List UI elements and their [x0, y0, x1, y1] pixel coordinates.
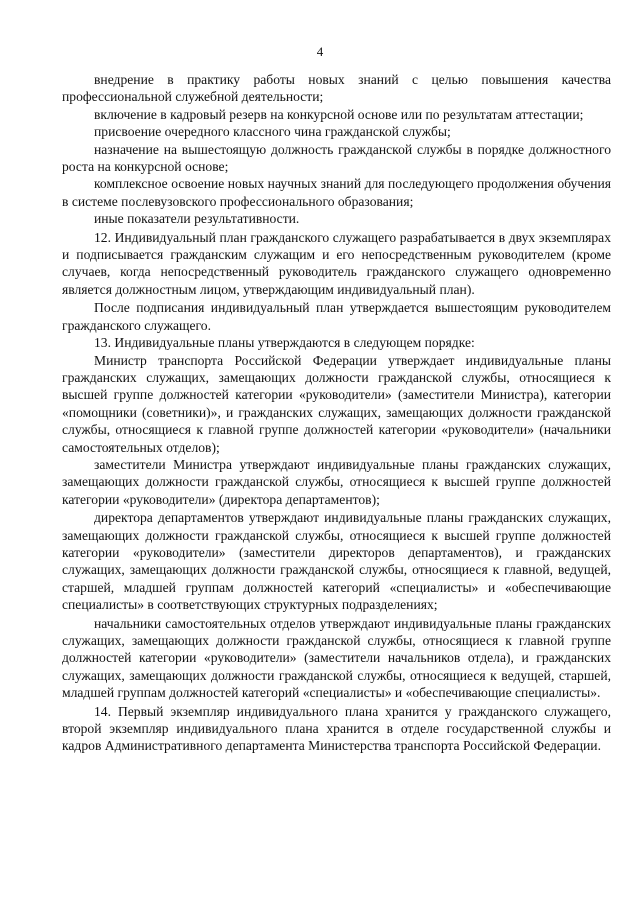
document-body	[62, 71, 611, 755]
paragraph: 14. Первый экземпляр индивидуального плана хранится у гражданского служащего, второй экземпляр индивидуального плана хранится в отделе государственной службы и кадров Административного департамента Министерства транспорта Российской Федерации.	[62, 703, 611, 754]
paragraph: внедрение в практику работы новых знаний с целью повышения качества профессиональной служебной деятельности;	[62, 72, 611, 105]
paragraph: Министр транспорта Российской Федерации утверждает индивидуальные планы гражданских служащих, замещающих должности гражданской службы, относящиеся к высшей группе должностей категории «руководители» (заместители Министра), категории «помощники (советники)», и гражданских служащих, замещающих должности гражданской службы, относящиеся к главной группе должностей категории «руководители» (начальники самостоятельных отделов);	[62, 352, 611, 455]
page-number: 4	[316, 44, 324, 59]
paragraph: директора департаментов утверждают индивидуальные планы гражданских служащих, замещающих должности гражданской службы, относящиеся к высшей группе должностей категории «руководители» (заместители директоров департаментов), и гражданских служащих, замещающих должности гражданской службы, относящиеся к главной, ведущей, старшей, младшей группам должностей категорий «специалисты» и «обеспечивающие специалисты» в соответствующих структурных подразделениях;	[62, 510, 611, 613]
paragraph: комплексное освоение новых научных знаний для последующего продолжения обучения в системе послевузовского профессионального образования;	[62, 176, 611, 209]
paragraph: начальники самостоятельных отделов утверждают индивидуальные планы гражданских служащих, замещающих должности гражданской службы, относящиеся к главной группе должностей категории «руководители» (заместители начальников отдела), и гражданских служащих, замещающих должности гражданской службы, относящиеся к ведущей, старшей, младшей группам должностей категорий «специалисты» и «обеспечивающие специалисты».	[62, 615, 611, 701]
paragraph: 12. Индивидуальный план гражданского служащего разрабатывается в двух экземплярах и подписывается гражданским служащим и его непосредственным руководителем (кроме случаев, когда непосредственный руководитель гражданского служащего одновременно является должностным лицом, утверждающим индивидуальный план).	[62, 229, 611, 297]
paragraph: включение в кадровый резерв на конкурсной основе или по результатам аттестации;	[94, 106, 584, 122]
paragraph: заместители Министра утверждают индивидуальные планы гражданских служащих, замещающих должности гражданской службы, относящиеся к высшей группе должностей категории «руководители» (директора департаментов);	[62, 456, 611, 507]
paragraph: иные показатели результативности.	[94, 211, 300, 227]
paragraph: 13. Индивидуальные планы утверждаются в следующем порядке:	[94, 335, 475, 351]
paragraph: назначение на вышестоящую должность гражданской службы в порядке должностного роста на конкурсной основе;	[62, 141, 611, 175]
paragraph: присвоение очередного классного чина гражданской службы;	[94, 124, 451, 140]
paragraph: После подписания индивидуальный план утверждается вышестоящим руководителем гражданского служащего.	[62, 300, 611, 333]
